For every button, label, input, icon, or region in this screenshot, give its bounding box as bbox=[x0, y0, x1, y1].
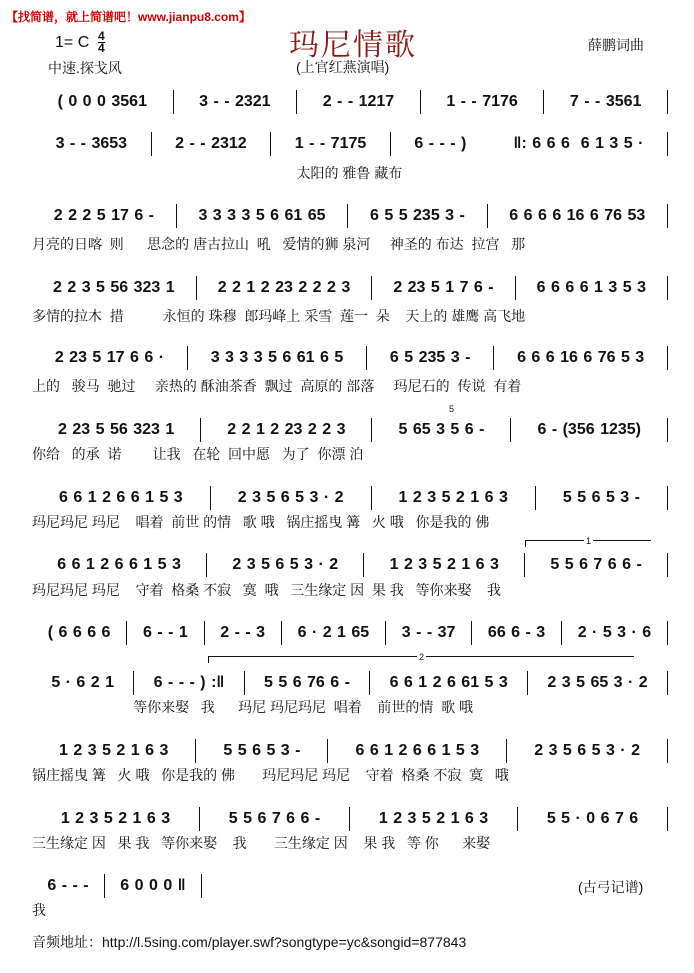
measure: 6 · 2 1 65 bbox=[282, 621, 386, 645]
volta-2-bracket bbox=[208, 652, 634, 663]
measure: 2 - - 3 bbox=[205, 621, 282, 645]
measure: 3 3 3 3 5 6 61 6 5 bbox=[188, 346, 367, 370]
notation-line bbox=[32, 346, 668, 370]
measure: 2 3 5 65 3 · 2 bbox=[528, 671, 668, 695]
audio-link: 音频地址：http://l.5sing.com/player.swf?songtype=yc&songid=877843 bbox=[32, 934, 467, 950]
measure: 2 3 5 6 5 3 · 2 bbox=[507, 739, 668, 763]
measure: 6 6 6 6 16 6 76 53 bbox=[488, 204, 668, 228]
measure: 5 5 6 7 6 6 - bbox=[525, 553, 668, 577]
volta-1-bracket bbox=[525, 536, 651, 547]
measure: 2 3 5 6 5 3 · 2 bbox=[211, 486, 372, 510]
site-banner: 【找简谱，就上简谱吧！www.jianpu8.com】 bbox=[6, 10, 251, 24]
measure: 3 - - 3653 bbox=[32, 132, 152, 156]
lyrics-line: 玛尼玛尼 玛尼 唱着 前世 的情 歌 哦 锅庄摇曳 篝 火 哦 你是我的 佛 bbox=[32, 514, 490, 530]
volta-2-label: 2 bbox=[418, 652, 424, 662]
measure: 2 · 5 3 · 6 bbox=[562, 621, 668, 645]
lyrics-line: 三生缘定 因 果 我 等你来娶 我 三生缘定 因 果 我 等 你 来娶 bbox=[32, 835, 491, 851]
measure: ( 6 6 6 6 bbox=[32, 621, 127, 645]
lyrics-line: 你给 的承 诺 让我 在轮 回中愿 为了 你漂 泊 bbox=[32, 446, 364, 462]
measure: 6 0 0 0 ‖ bbox=[105, 874, 202, 898]
measure: 3 - - 37 bbox=[386, 621, 472, 645]
notation-line bbox=[32, 621, 668, 645]
measure: 1 2 3 5 2 1 6 3 bbox=[32, 739, 196, 763]
grace-note: 5 bbox=[449, 404, 455, 414]
measure: ‖: 6 6 6 6 1 3 5 · bbox=[490, 132, 668, 156]
measure: 2 2 2 5 17 6 - bbox=[32, 204, 177, 228]
lyrics-line: 等你来娶 我 玛尼 玛尼玛尼 唱着 前世的情 歌 哦 bbox=[32, 699, 474, 715]
measure: 5 5 6 7 6 6 - bbox=[200, 807, 350, 831]
tempo-marking: 中速.探戈风 bbox=[48, 60, 122, 76]
author: 薛鹏词曲 bbox=[588, 37, 644, 53]
measure: 1 2 3 5 2 1 6 3 bbox=[32, 807, 200, 831]
lyrics-line: 玛尼玛尼 玛尼 守着 格桑 不寂 寞 哦 三生缘定 因 果 我 等你来娶 我 bbox=[32, 582, 502, 598]
measure: 1 - - 7176 bbox=[421, 90, 545, 114]
notation-line bbox=[32, 874, 202, 898]
measure: 6 6 6 6 1 3 5 3 bbox=[516, 276, 668, 300]
measure: 5 · 6 2 1 bbox=[32, 671, 134, 695]
notation-line bbox=[32, 671, 668, 695]
measure: 3 - - 2321 bbox=[174, 90, 298, 114]
measure: 1 2 3 5 2 1 6 3 bbox=[350, 807, 518, 831]
notation-line bbox=[32, 807, 668, 831]
notation-line bbox=[32, 204, 668, 228]
measure: 5 65 3 5 6 - bbox=[372, 418, 511, 442]
measure: 6 6 1 2 6 6 1 5 3 bbox=[328, 739, 507, 763]
measure: 66 6 - 3 bbox=[472, 621, 562, 645]
lyrics-line: 月亮的日喀 则 思念的 唐古拉山 吼 爱情的狮 泉河 神圣的 布达 拉宫 那 bbox=[32, 236, 526, 252]
measure: 5 5 6 5 3 - bbox=[196, 739, 328, 763]
measure: 1 2 3 5 2 1 6 3 bbox=[372, 486, 536, 510]
notation-line bbox=[32, 276, 668, 300]
measure: 5 5 · 0 6 7 6 bbox=[518, 807, 668, 831]
measure: 5 5 6 5 3 - bbox=[536, 486, 668, 510]
measure: 6 5 5 235 3 - bbox=[348, 204, 487, 228]
measure: 2 2 3 5 56 323 1 bbox=[32, 276, 197, 300]
measure: 6 6 6 16 6 76 5 3 bbox=[494, 346, 668, 370]
measure: 6 - - - bbox=[32, 874, 105, 898]
song-title: 玛尼情歌 bbox=[289, 29, 417, 62]
measure: 6 - - - ) :‖ bbox=[134, 671, 244, 695]
key-signature: 1= C bbox=[55, 34, 90, 51]
notation-line bbox=[32, 418, 668, 442]
measure: 2 2 1 2 23 2 2 3 bbox=[201, 418, 372, 442]
measure: 2 23 5 17 6 6 · bbox=[32, 346, 188, 370]
time-signature-top: 4 bbox=[98, 29, 105, 43]
measure: 5 5 6 76 6 - bbox=[245, 671, 371, 695]
measure: 3 3 3 3 5 6 61 65 bbox=[177, 204, 349, 228]
measure: 2 23 5 1 7 6 - bbox=[372, 276, 515, 300]
lyrics-line: 我 bbox=[32, 902, 46, 918]
notation-line bbox=[32, 553, 668, 577]
measure: 6 - - - ) bbox=[414, 135, 467, 152]
lyrics-line: 多情的拉木 措 永恒的 珠穆 郎玛峰上 采雪 莲一 朵 天上的 雄鹰 高飞地 bbox=[32, 308, 526, 324]
measure: 2 2 1 2 23 2 2 2 3 bbox=[197, 276, 373, 300]
measure: 6 5 235 3 - bbox=[367, 346, 494, 370]
singer: (上官红燕演唱) bbox=[296, 59, 390, 75]
measure: 2 - - 1217 bbox=[297, 90, 421, 114]
time-signature-bottom: 4 bbox=[98, 41, 105, 55]
measure: 2 3 5 6 5 3 · 2 bbox=[207, 553, 364, 577]
measure: 6 - (356 1235) bbox=[511, 418, 668, 442]
notation-line bbox=[32, 132, 668, 156]
notation-line bbox=[32, 739, 668, 763]
notation-line bbox=[32, 486, 668, 510]
measure: 6 - - 1 bbox=[127, 621, 204, 645]
measure: 1 2 3 5 2 1 6 3 bbox=[364, 553, 525, 577]
measure: 6 6 1 2 6 6 1 5 3 bbox=[32, 553, 207, 577]
transcriber-credit: (古弓记谱) bbox=[578, 879, 644, 895]
measure: 2 - - 2312 bbox=[152, 132, 272, 156]
lyrics-line: 锅庄摇曳 篝 火 哦 你是我的 佛 玛尼玛尼 玛尼 守着 格桑 不寂 寞 哦 bbox=[32, 767, 509, 783]
time-signature bbox=[98, 31, 105, 54]
measure: 1 - - 7175 bbox=[271, 132, 391, 156]
measure: 7 - - 3561 bbox=[544, 90, 668, 114]
measure: 6 6 1 2 6 61 5 3 bbox=[370, 671, 528, 695]
volta-1-label: 1 bbox=[585, 536, 591, 546]
measure: 2 23 5 56 323 1 bbox=[32, 418, 201, 442]
lyrics-line: 太阳的 雅鲁 藏布 bbox=[32, 165, 403, 181]
measure: ( 0 0 0 3561 bbox=[32, 90, 174, 114]
measure: 6 6 1 2 6 6 1 5 3 bbox=[32, 486, 211, 510]
notation-line bbox=[32, 90, 668, 114]
lyrics-line: 上的 骏马 驰过 亲热的 酥油茶香 飘过 高原的 部落 玛尼石的 传说 有着 bbox=[32, 378, 522, 394]
